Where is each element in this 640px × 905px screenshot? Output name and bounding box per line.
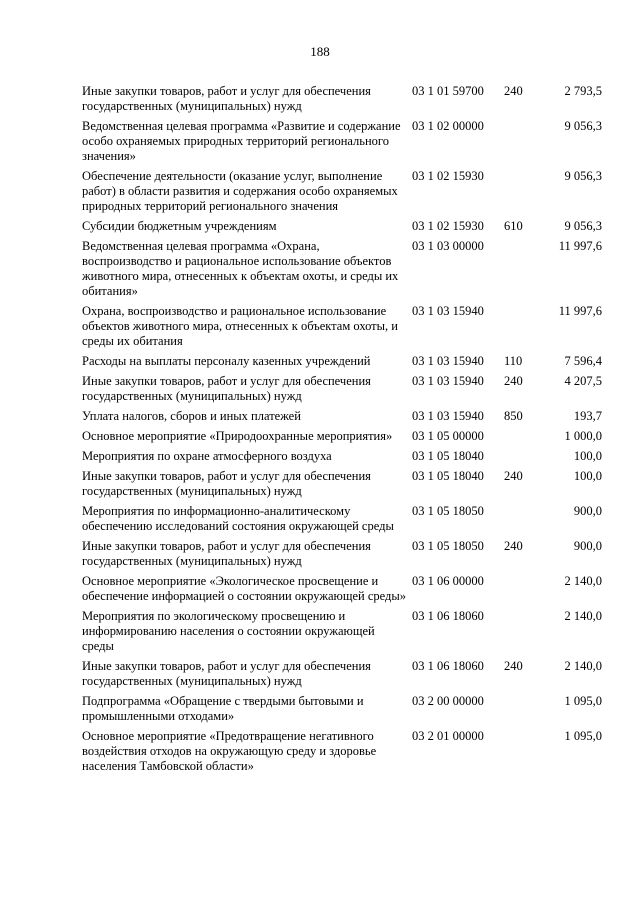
table-row (82, 659, 602, 694)
table-row (82, 609, 602, 659)
expense-type-code: 240 (504, 84, 523, 98)
amount: 2 140,0 (564, 574, 602, 588)
expense-name: Субсидии бюджетным учреждениям (82, 219, 277, 233)
amount: 11 997,6 (558, 239, 602, 253)
amount: 2 140,0 (564, 609, 602, 623)
target-code: 03 1 06 00000 (412, 574, 484, 588)
target-code: 03 1 03 15940 (412, 409, 484, 423)
target-code: 03 1 02 00000 (412, 119, 484, 133)
expense-name: Иные закупки товаров, работ и услуг для обеспечения государственных (муниципальных) нужд (82, 84, 371, 113)
amount: 2 140,0 (564, 659, 602, 673)
amount: 1 095,0 (564, 729, 602, 743)
amount: 900,0 (573, 504, 602, 518)
expense-name: Основное мероприятие «Предотвращение негативного воздействия отходов на окружающую среду и здоровье населения Тамбовской области» (82, 729, 377, 773)
target-code: 03 1 05 18050 (412, 539, 484, 553)
table-row (82, 409, 602, 429)
expense-name: Обеспечение деятельности (оказание услуг, выполнение работ) в области развития и содержания особо охраняемых природных территорий регионального значения (82, 169, 398, 213)
expense-name: Мероприятия по информационно-аналитическому обеспечению исследований состояния окружающей среды (82, 504, 394, 533)
table-row (82, 219, 602, 239)
target-code: 03 1 06 18060 (412, 659, 484, 673)
target-code: 03 1 06 18060 (412, 609, 484, 623)
target-code: 03 1 03 15940 (412, 354, 484, 368)
target-code: 03 1 05 18040 (412, 449, 484, 463)
amount: 4 207,5 (564, 374, 602, 388)
expense-type-code (504, 119, 538, 169)
table-row (82, 504, 602, 539)
expense-name: Иные закупки товаров, работ и услуг для обеспечения государственных (муниципальных) нужд (82, 374, 371, 403)
table-row (82, 729, 602, 779)
amount: 7 596,4 (564, 354, 602, 368)
table-row (82, 429, 602, 449)
expense-type-code (504, 694, 538, 729)
table-row (82, 374, 602, 409)
table-row (82, 539, 602, 574)
amount: 100,0 (573, 449, 602, 463)
amount: 11 997,6 (558, 304, 602, 318)
table-row (82, 239, 602, 304)
target-code: 03 1 03 15940 (412, 374, 484, 388)
amount: 2 793,5 (564, 84, 602, 98)
amount: 1 095,0 (564, 694, 602, 708)
amount: 193,7 (573, 409, 602, 423)
target-code: 03 1 01 59700 (412, 84, 484, 98)
expense-name: Ведомственная целевая программа «Охрана, воспроизводство и рациональное использование объектов животного мира, отнесенных к объектам охоты, и среды их обитания» (82, 239, 399, 298)
table-row (82, 169, 602, 219)
amount: 900,0 (573, 539, 602, 553)
expense-type-code (504, 729, 538, 779)
expense-name: Основное мероприятие «Природоохранные мероприятия» (82, 429, 393, 443)
amount: 9 056,3 (564, 119, 602, 133)
table-row (82, 304, 602, 354)
budget-table (82, 84, 602, 779)
page-number: 188 (310, 44, 330, 59)
expense-type-code (504, 429, 538, 449)
expense-type-code (504, 169, 538, 219)
expense-name: Основное мероприятие «Экологическое просвещение и обеспечение информацией о состоянии окружающей среды» (82, 574, 407, 603)
amount: 100,0 (573, 469, 602, 483)
expense-name: Уплата налогов, сборов и иных платежей (82, 409, 301, 423)
expense-type-code: 240 (504, 469, 523, 483)
expense-type-code (504, 449, 538, 469)
expense-name: Иные закупки товаров, работ и услуг для обеспечения государственных (муниципальных) нужд (82, 469, 371, 498)
amount: 9 056,3 (564, 219, 602, 233)
expense-type-code (504, 504, 538, 539)
table-row (82, 354, 602, 374)
target-code: 03 1 05 00000 (412, 429, 484, 443)
expense-name: Подпрограмма «Обращение с твердыми бытовыми и промышленными отходами» (82, 694, 364, 723)
target-code: 03 1 05 18050 (412, 504, 484, 518)
expense-type-code: 850 (504, 409, 523, 423)
amount: 9 056,3 (564, 169, 602, 183)
expense-name: Расходы на выплаты персоналу казенных учреждений (82, 354, 371, 368)
amount: 1 000,0 (564, 429, 602, 443)
expense-type-code (504, 609, 538, 659)
expense-name: Мероприятия по охране атмосферного воздуха (82, 449, 332, 463)
table-row (82, 574, 602, 609)
target-code: 03 2 01 00000 (412, 729, 484, 743)
target-code: 03 1 03 00000 (412, 239, 484, 253)
expense-name: Иные закупки товаров, работ и услуг для обеспечения государственных (муниципальных) нужд (82, 659, 371, 688)
target-code: 03 1 02 15930 (412, 169, 484, 183)
expense-type-code: 110 (504, 354, 523, 368)
target-code: 03 2 00 00000 (412, 694, 484, 708)
expense-name: Иные закупки товаров, работ и услуг для обеспечения государственных (муниципальных) нужд (82, 539, 371, 568)
expense-type-code: 240 (504, 539, 523, 553)
expense-type-code: 240 (504, 659, 523, 673)
expense-name: Охрана, воспроизводство и рациональное использование объектов животного мира, отнесенных к объектам охоты, и среды их обитания (82, 304, 398, 348)
target-code: 03 1 05 18040 (412, 469, 484, 483)
table-row (82, 694, 602, 729)
target-code: 03 1 02 15930 (412, 219, 484, 233)
table-row (82, 449, 602, 469)
expense-type-code (504, 304, 538, 354)
target-code: 03 1 03 15940 (412, 304, 484, 318)
expense-type-code (504, 574, 538, 609)
expense-name: Мероприятия по экологическому просвещению и информированию населения о состоянии окружающей среды (82, 609, 375, 653)
table-row (82, 84, 602, 119)
table-row (82, 469, 602, 504)
table-row (82, 119, 602, 169)
expense-type-code: 610 (504, 219, 523, 233)
expense-type-code: 240 (504, 374, 523, 388)
budget-table-body (82, 84, 602, 779)
expense-type-code (504, 239, 538, 304)
expense-name: Ведомственная целевая программа «Развитие и содержание особо охраняемых природных территорий регионального значения» (82, 119, 401, 163)
